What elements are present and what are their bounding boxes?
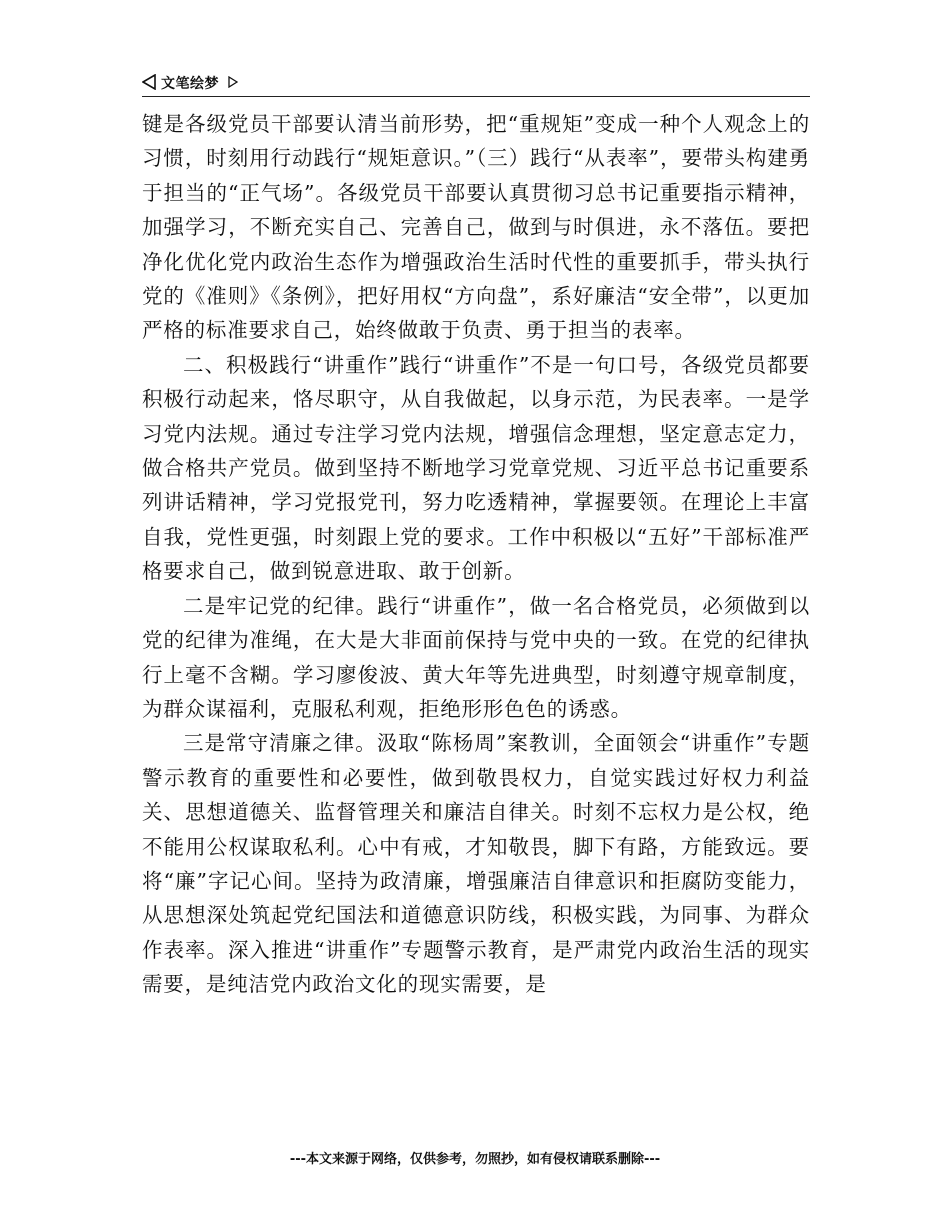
paragraph-2: 二、积极践行“讲重作”践行“讲重作”不是一句口号，各级党员都要积极行动起来，恪尽职守，从自我做起，以身示范，为民表率。一是学习党内法规。通过专注学习党内法规，增强信念理想，坚定意志定力，做合格共产党员。做到坚持不断地学习党章党规、习近平总书记重要系列讲话精神，学习党报党刊，努力吃透精神，掌握要领。在理论上丰富自我，党性更强，时刻跟上党的要求。工作中积极以“五好”干部标准严格要求自己，做到锐意进取、敢于创新。 <box>142 352 810 584</box>
page-header <box>142 70 810 97</box>
triangle-left-icon <box>142 74 156 90</box>
paragraph-3: 二是牢记党的纪律。践行“讲重作”，做一名合格党员，必须做到以党的纪律为准绳，在大是大非面前保持与党中央的一致。在党的纪律执行上毫不含糊。学习廖俊波、黄大年等先进典型，时刻遵守规章制度，为群众谋福利，克服私利观，拒绝形形色色的诱惑。 <box>142 593 810 721</box>
triangle-right-icon <box>228 76 238 88</box>
header-title: 文笔绘梦 <box>161 76 219 92</box>
document-body <box>142 107 810 1002</box>
paragraph-1: 键是各级党员干部要认清当前形势，把“重规矩”变成一种个人观念上的习惯，时刻用行动践行“规矩意识。”（三）践行“从表率”，要带头构建勇于担当的“正气场”。各级党员干部要认真贯彻习总书记重要指示精神，加强学习，不断充实自己、完善自己，做到与时俱进，永不落伍。要把净化优化党内政治生态作为增强政治生活时代性的重要抓手，带头执行党的《准则》《条例》，把好用权“方向盘”，系好廉洁“安全带”，以更加严格的标准要求自己，始终做敢于负责、勇于担当的表率。 <box>142 112 810 343</box>
paragraph-4: 三是常守清廉之律。汲取“陈杨周”案教训，全面领会“讲重作”专题警示教育的重要性和必要性，做到敬畏权力，自觉实践过好权力利益关、思想道德关、监督管理关和廉洁自律关。时刻不忘权力是公权，绝不能用公权谋取私利。心中有戒，才知敬畏，脚下有路，方能致远。要将“廉”字记心间。坚持为政清廉，增强廉洁自律意识和拒腐防变能力，从思想深处筑起党纪国法和道德意识防线，积极实践，为同事、为群众作表率。深入推进“讲重作”专题警示教育，是严肃党内政治生活的现实需要，是纯洁党内政治文化的现实需要，是 <box>142 731 810 997</box>
footer-disclaimer: ---本文来源于网络，仅供参考，勿照抄，如有侵权请联系删除--- <box>289 1152 661 1167</box>
